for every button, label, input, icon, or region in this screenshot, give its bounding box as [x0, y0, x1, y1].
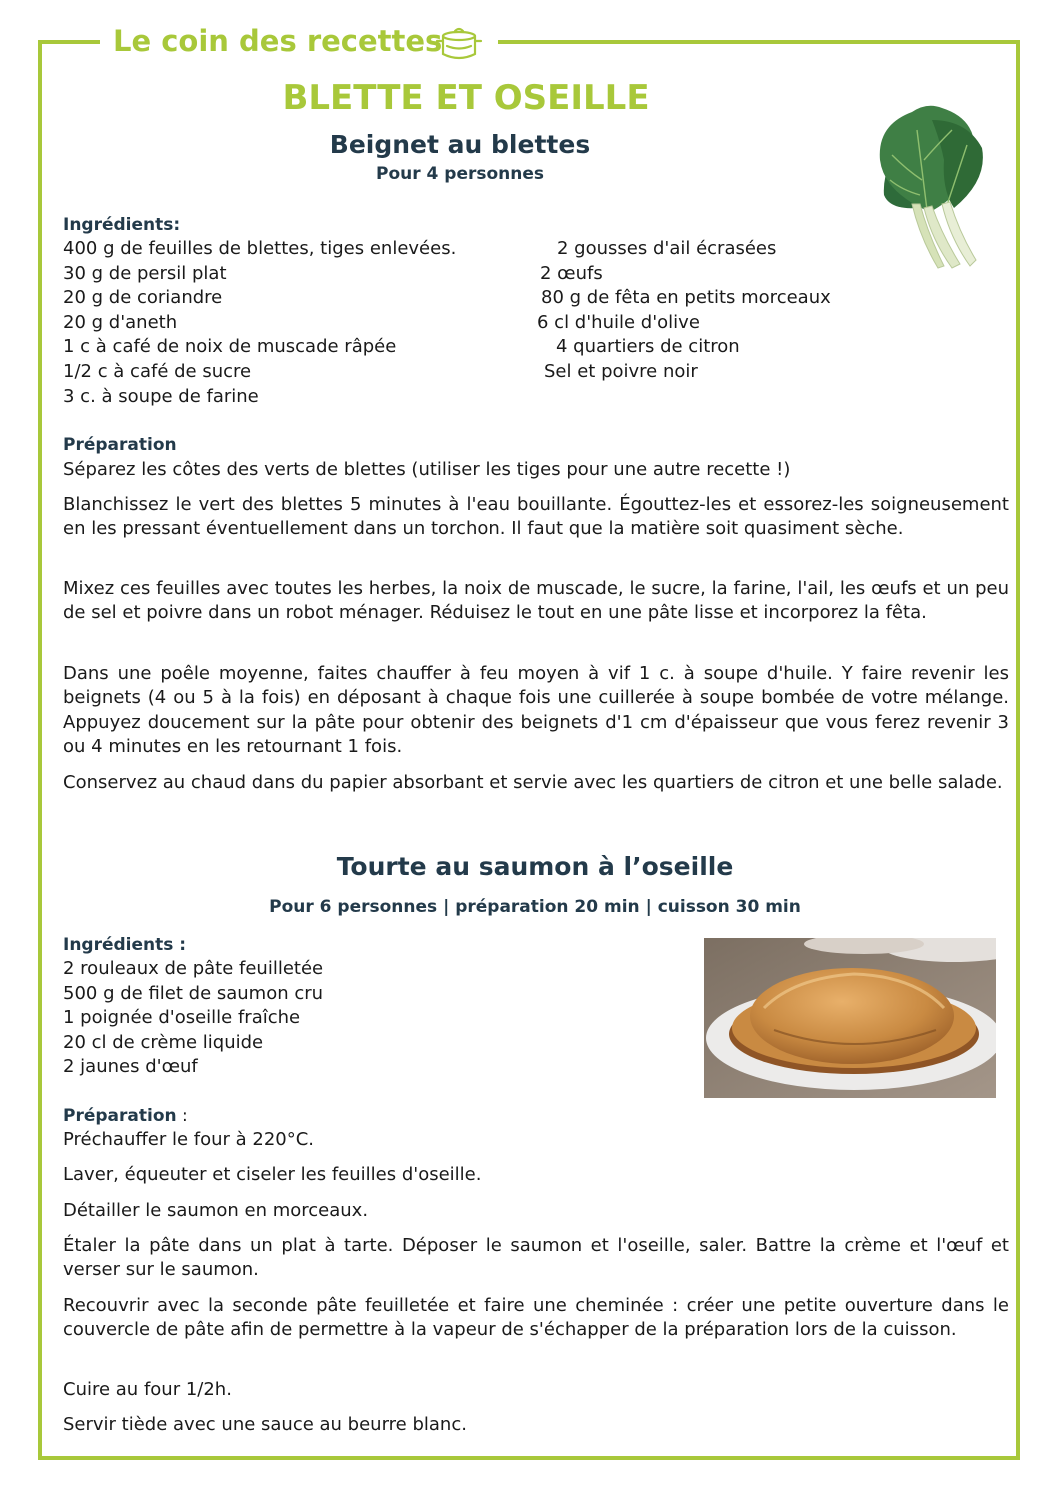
ingredient-item: 2 œufs — [540, 262, 603, 284]
section-title: Le coin des recettes — [113, 24, 443, 58]
recipe1-ingredients-right — [537, 237, 831, 385]
recipe1-ingredients-label: Ingrédients: — [63, 215, 181, 235]
ingredient-item: 2 rouleaux de pâte feuilletée — [63, 958, 324, 979]
ingredient-item: 1/2 c à café de sucre — [63, 360, 252, 382]
ingredient-item: 1 c à café de noix de muscade râpée — [63, 336, 397, 358]
ingredient-item: 2 gousses d'ail écrasées — [557, 238, 777, 259]
recipe2-meta: Pour 6 personnes | préparation 20 min | cuisson 30 min — [269, 897, 801, 917]
recipe2-step: Servir tiède avec une sauce au beurre blanc. — [63, 1414, 467, 1435]
recipe2-step: Préchauffer le four à 220°C. — [63, 1129, 315, 1150]
ingredient-item: 3 c. à soupe de farine — [63, 385, 259, 407]
recipe2-step: Recouvrir avec la seconde pâte feuilletée et faire une cheminée : créer une petite ouverture dans le couvercle de pâte afin de permettre à la vapeur de s'échapper de la préparation lors de la cuisson. — [63, 1295, 1009, 1341]
ingredient-item: 1 poignée d'oseille fraîche — [63, 1007, 301, 1029]
ingredient-item: 30 g de persil plat — [63, 262, 227, 284]
recipe2-step: Laver, équeuter et ciseler les feuilles d'oseille. — [63, 1164, 482, 1185]
recipe2-preparation-label: Préparation : — [63, 1106, 188, 1126]
recipe2-ingredients-label: Ingrédients : — [63, 935, 187, 955]
recipe2-step: Étaler la pâte dans un plat à tarte. Déposer le saumon et l'oseille, saler. Battre la crème et l'œuf et verser sur le saumon. — [63, 1235, 1009, 1281]
recipe2-step: Cuire au four 1/2h. — [63, 1379, 232, 1400]
recipe2-ingredients — [63, 957, 323, 1080]
recipe2-step: Détailler le saumon en morceaux. — [63, 1200, 369, 1221]
chard-leaf-illustration — [872, 100, 990, 276]
ingredient-item: 2 jaunes d'œuf — [63, 1056, 198, 1078]
recipe2-title: Tourte au saumon à l’oseille — [336, 852, 734, 881]
cooking-pot-icon — [433, 24, 485, 64]
ingredient-item: 20 g de coriandre — [63, 287, 223, 309]
recipe1-preparation-label: Préparation — [63, 435, 177, 455]
ingredient-item: 20 cl de crème liquide — [63, 1031, 264, 1053]
recipe1-serves: Pour 4 personnes — [375, 164, 545, 184]
main-title: BLETTE ET OSEILLE — [282, 78, 650, 118]
recipe1-step: Séparez les côtes des verts de blettes (utiliser les tiges pour une autre recette !) — [63, 459, 791, 480]
recipe1-step: Conservez au chaud dans du papier absorbant et servie avec les quartiers de citron et une belle salade. — [63, 772, 1003, 793]
ingredient-item: 20 g d'aneth — [63, 311, 178, 333]
ingredient-item: 6 cl d'huile d'olive — [537, 311, 700, 333]
salmon-pie-photo — [704, 938, 996, 1098]
recipe1-step: Dans une poêle moyenne, faites chauffer à feu moyen à vif 1 c. à soupe d'huile. Y faire revenir les beignets (4 ou 5 à la fois) en déposant à chaque fois une cuillerée à soupe bombée de votre mélange. Appuyez doucement sur la pâte pour obtenir des beignets d'1 cm d'épaisseur que vous ferez revenir 3 ou 4 minutes en les retournant 1 fois. — [63, 663, 1009, 758]
recipe1-step: Blanchissez le vert des blettes 5 minutes à l'eau bouillante. Égouttez-les et essorez-les soigneusement en les pressant éventuellement dans un torchon. Il faut que la matière soit quasiment sèche. — [63, 494, 1009, 540]
recipe1-ingredients-left — [63, 237, 456, 409]
ingredient-item: 4 quartiers de citron — [556, 336, 740, 358]
ingredient-item: 400 g de feuilles de blettes, tiges enlevées. — [63, 238, 457, 259]
ingredient-item: Sel et poivre noir — [544, 360, 698, 382]
ingredient-item: 80 g de fêta en petits morceaux — [541, 287, 831, 309]
ingredient-item: 500 g de filet de saumon cru — [63, 982, 324, 1004]
recipe1-title: Beignet au blettes — [329, 130, 591, 159]
recipe1-step: Mixez ces feuilles avec toutes les herbes, la noix de muscade, le sucre, la farine, l'ail, les œufs et un peu de sel et poivre dans un robot ménager. Réduisez le tout en une pâte lisse et incorporez la fêta. — [63, 578, 1009, 624]
